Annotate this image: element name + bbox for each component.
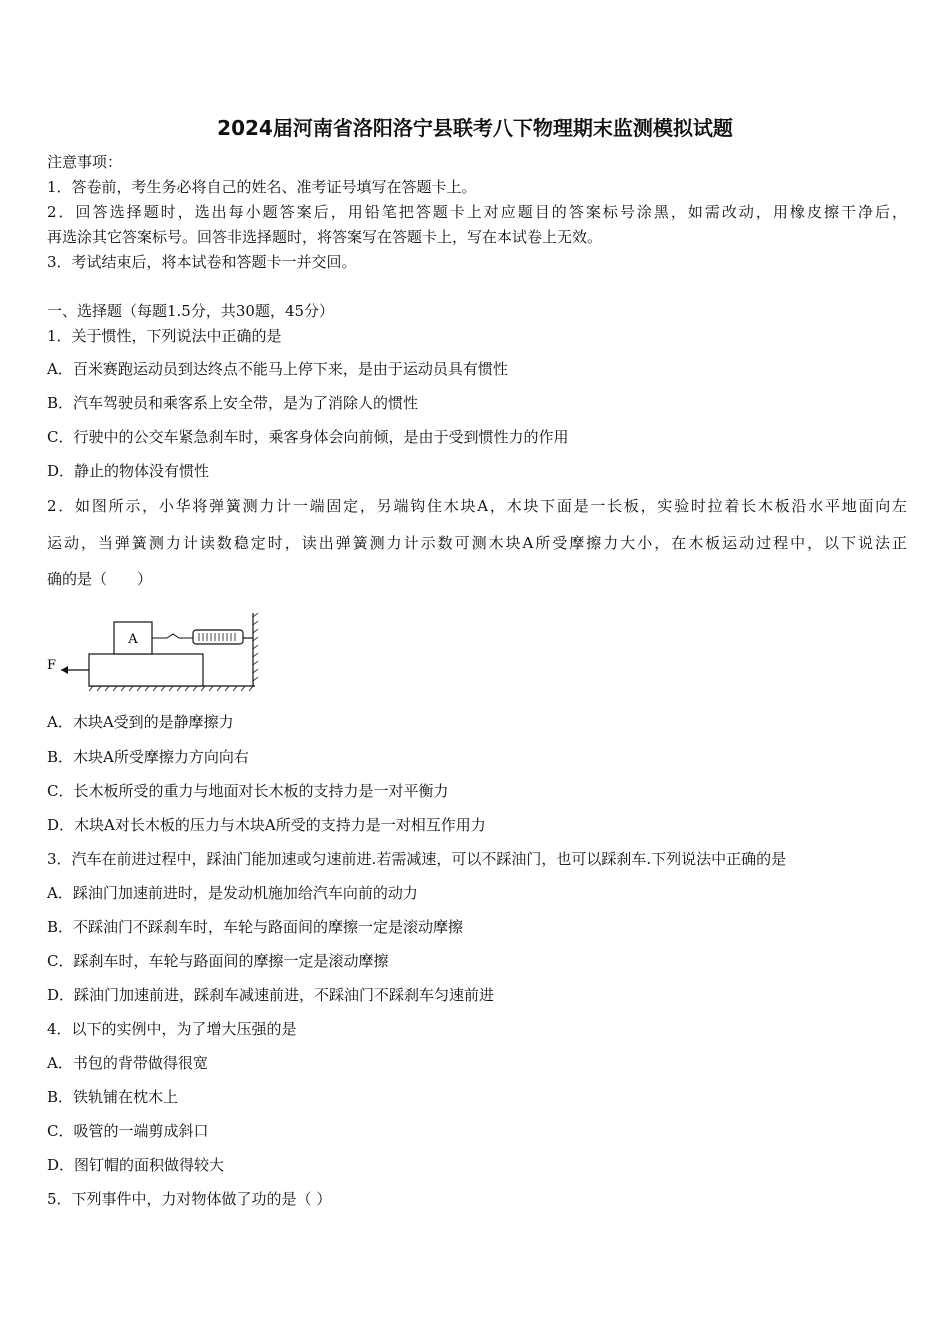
- page-title: 2024届河南省洛阳洛宁县联考八下物理期末监测模拟试题: [217, 116, 733, 140]
- question-stem-line: 2．如图所示，小华将弹簧测力计一端固定，另端钩住木块A，木块下面是一长板，实验时拉着长木板沿水平地面向左: [47, 497, 907, 515]
- question-stem: 3．汽车在前进过程中，踩油门能加速或匀速前进.若需减速，可以不踩油门，也可以踩刹车.下列说法中正确的是: [47, 850, 787, 868]
- notice-item: 再选涂其它答案标号。回答非选择题时，将答案写在答题卡上，写在本试卷上无效。: [47, 228, 603, 246]
- question-stem: 5．下列事件中，力对物体做了功的是（ ）: [47, 1190, 332, 1208]
- notice-item: 3．考试结束后，将本试卷和答题卡一并交回。: [47, 253, 357, 271]
- block-a-label: A: [128, 632, 138, 647]
- question-stem: 1．关于惯性，下列说法中正确的是: [47, 327, 282, 345]
- notice-item: 2．回答选择题时，选出每小题答案后，用铅笔把答题卡上对应题目的答案标号涂黑，如需改动，用橡皮擦干净后，: [47, 203, 907, 221]
- option-item: B．木块A所受摩擦力方向向右: [47, 748, 249, 766]
- hook-string: [152, 634, 185, 638]
- long-board: [89, 654, 203, 686]
- section-heading: 一、选择题（每题1.5分，共30题，45分）: [47, 302, 335, 320]
- spring-scale-figure: [45, 605, 265, 695]
- notice-heading: 注意事项：: [47, 153, 123, 171]
- option-item: C．踩刹车时，车轮与路面间的摩擦一定是滚动摩擦: [47, 952, 389, 970]
- question-stem-line: 运动，当弹簧测力计读数稳定时，读出弹簧测力计示数可测木块A所受摩擦力大小，在木板运动过程中，以下说法正: [47, 534, 907, 552]
- question-stem-line: 确的是（ ）: [47, 570, 153, 588]
- option-item: B．铁轨铺在枕木上: [47, 1088, 179, 1106]
- option-item: C．行驶中的公交车紧急刹车时，乘客身体会向前倾，是由于受到惯性力的作用: [47, 428, 569, 446]
- wall-hatching: [253, 613, 258, 681]
- question-stem: 4．以下的实例中，为了增大压强的是: [47, 1020, 297, 1038]
- option-item: A．木块A受到的是静摩擦力: [47, 713, 234, 731]
- force-arrow-head: [61, 666, 68, 674]
- option-item: D．踩油门加速前进，踩刹车减速前进，不踩油门不踩刹车匀速前进: [47, 986, 495, 1004]
- spring-scale: [193, 630, 243, 644]
- option-item: B．汽车驾驶员和乘客系上安全带，是为了消除人的惯性: [47, 394, 419, 412]
- option-item: D．木块A对长木板的压力与木块A所受的支持力是一对相互作用力: [47, 816, 486, 834]
- option-item: D．静止的物体没有惯性: [47, 462, 210, 480]
- option-item: B．不踩油门不踩刹车时，车轮与路面间的摩擦一定是滚动摩擦: [47, 918, 464, 936]
- option-item: C．长木板所受的重力与地面对长木板的支持力是一对平衡力: [47, 782, 449, 800]
- notice-item: 1．答卷前，考生务必将自己的姓名、准考证号填写在答题卡上。: [47, 178, 477, 196]
- option-item: D．图钉帽的面积做得较大: [47, 1156, 225, 1174]
- option-item: A．踩油门加速前进时，是发动机施加给汽车向前的动力: [47, 884, 418, 902]
- ground-hatching: [89, 686, 253, 691]
- force-label: F: [47, 658, 57, 673]
- option-item: A．百米赛跑运动员到达终点不能马上停下来，是由于运动员具有惯性: [47, 360, 508, 378]
- option-item: A．书包的背带做得很宽: [47, 1054, 208, 1072]
- option-item: C．吸管的一端剪成斜口: [47, 1122, 209, 1140]
